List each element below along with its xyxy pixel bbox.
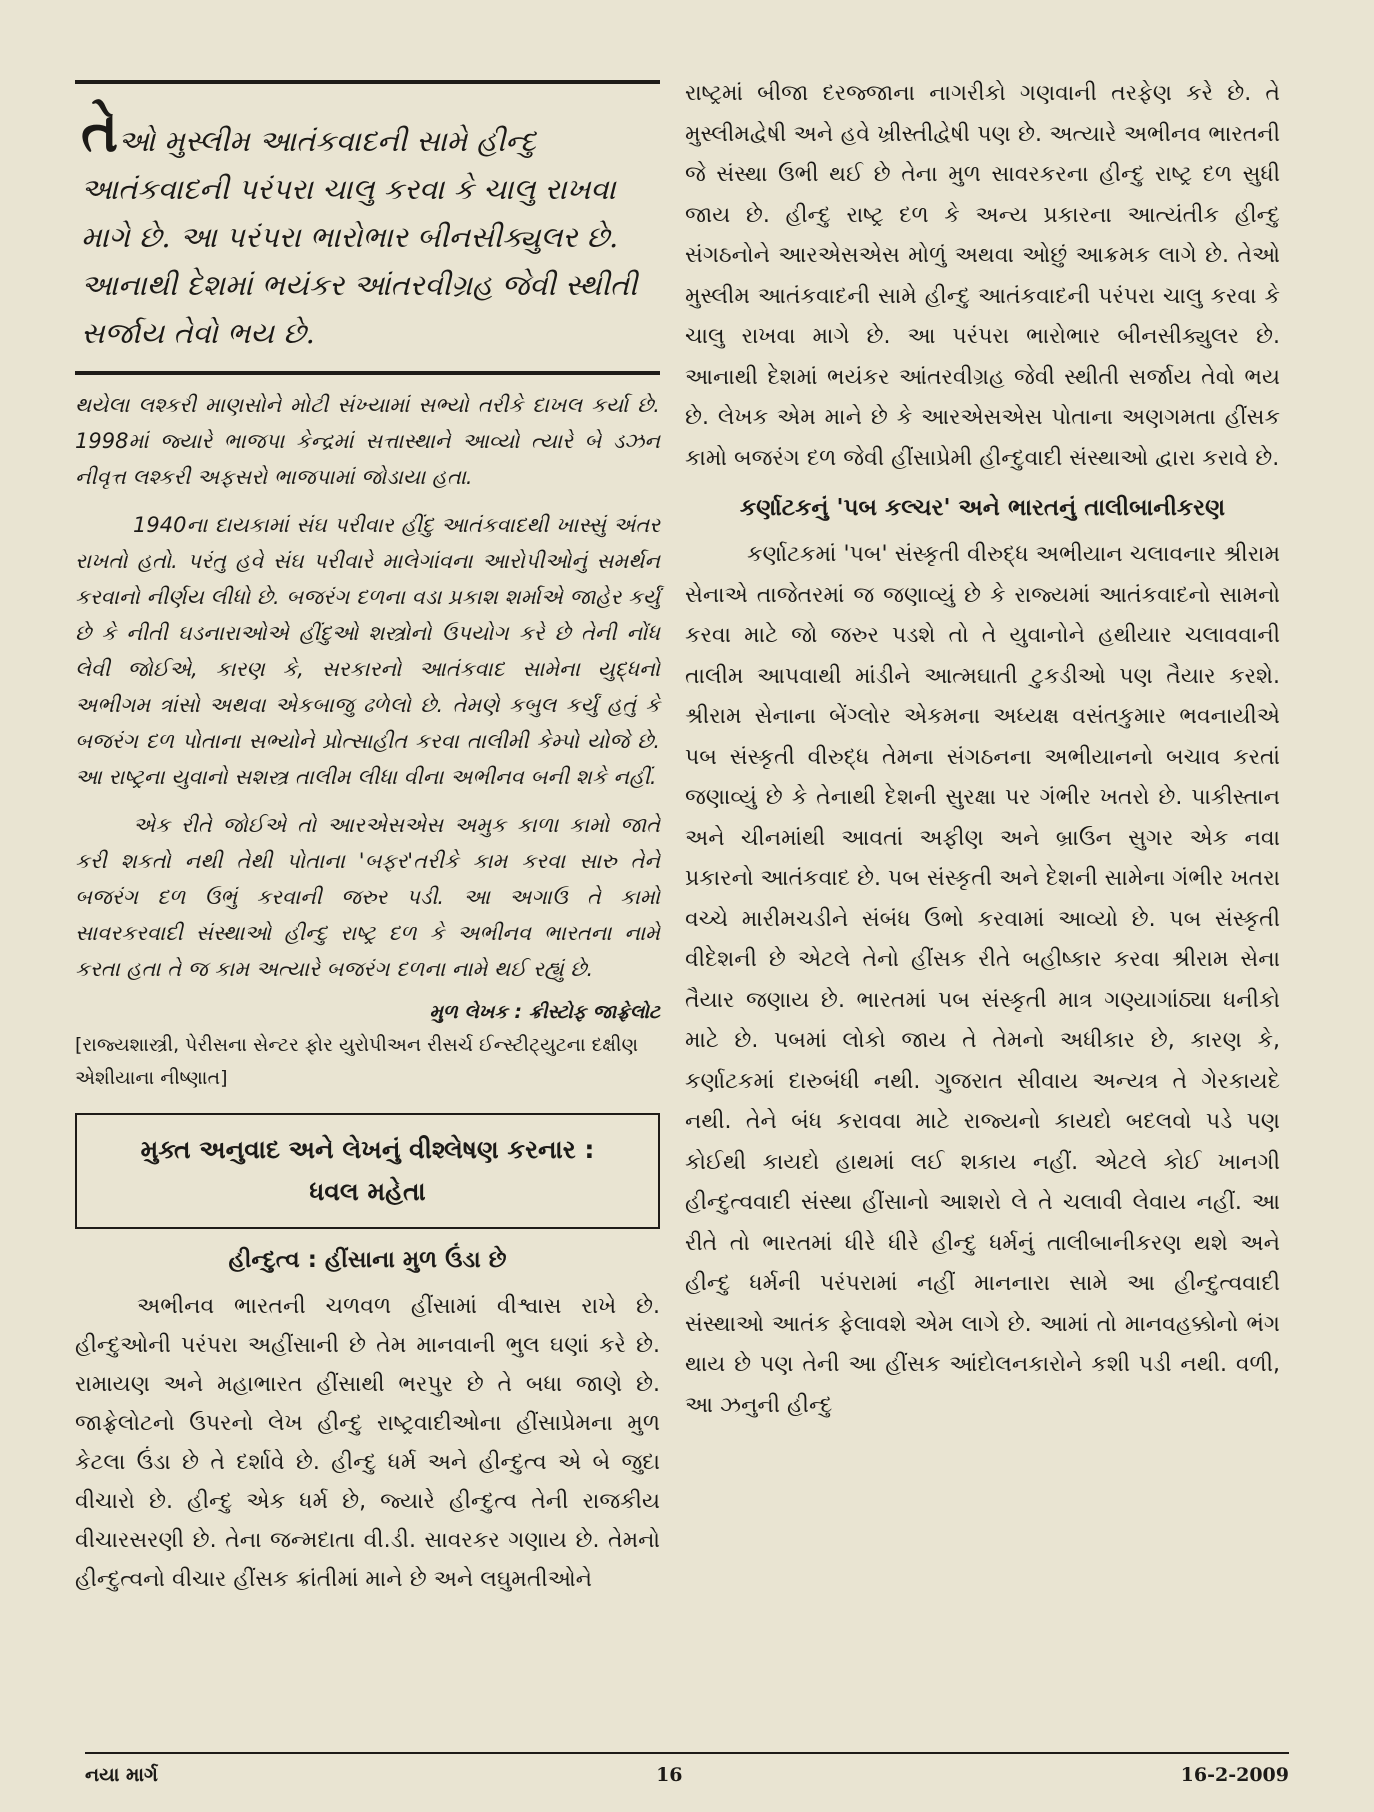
pullquote <box>75 84 660 371</box>
italic-paragraph: થયેલા લશ્કરી માણસોને મોટી સંખ્યામાં સભ્યો તરીકે દાખલ કર્યા છે. 1998માં જ્યારે ભાજપા કેન્દ્રમાં સત્તાસ્થાને આવ્યો ત્યારે બે ડઝન નીવૃત્ત લશ્કરી અફસરો ભાજપામાં જોડાયા હતા. <box>75 393 660 489</box>
page-footer <box>85 1752 1289 1792</box>
body-paragraph: અભીનવ ભારતની ચળવળ હીંસામાં વીશ્વાસ રાખે છે. હીન્દુઓની પરંપરા અહીંસાની છે તેમ માનવાની ભુલ ઘણાં કરે છે. રામાયણ અને મહાભારત હીંસાથી ભરપુર છે તે બધા જાણે છે. જાફ્રેલોટનો ઉપરનો લેખ હીન્દુ રાષ્ટ્રવાદીઓના હીંસાપ્રેમના મુળ કેટલા ઉંડા છે તે દર્શાવે છે. હીન્દુ ધર્મ અને હીન્દુત્વ એ બે જુદા વીચારો છે. હીન્દુ એક ધર્મ છે, જ્યારે હીન્દુત્વ તેની રાજકીય વીચારસરણી છે. તેના જન્મદાતા વી.ડી. સાવરકર ગણાય છે. તેમનો હીન્દુત્વનો વીચાર હીંસક ક્રાંતીમાં માને છે અને લઘુમતીઓને <box>75 1294 660 1592</box>
section-heading-hindutva: હીન્દુત્વ : હીંસાના મુળ ઉંડા છે <box>228 1247 507 1273</box>
footer-date: 16-2-2009 <box>1180 1764 1289 1786</box>
right-body-bottom <box>685 535 1280 1426</box>
pullquote-text: ઓ મુસ્લીમ આતંકવાદની સામે હીન્દુ આતંકવાદની પરંપરા ચાલુ કરવા કે ચાલુ રાખવા માગે છે. આ પરંપરા ભારોભાર બીનસીક્યુલર છે. આનાથી દેશમાં ભયંકર આંતરવીગ્રહ જેવી સ્થીતી સર્જાય તેવો ભય છે. <box>81 124 638 350</box>
pullquote-dropcap: તે <box>81 99 119 165</box>
body-paragraph: કર્ણાટકમાં 'પબ' સંસ્કૃતી વીરુદ્ધ અભીયાન ચલાવનાર શ્રીરામ સેનાએ તાજેતરમાં જ જણાવ્યું છે કે રાજ્યમાં આતંકવાદનો સામનો કરવા માટે જો જરુર પડશે તો તે યુવાનોને હથીયાર ચલાવવાની તાલીમ આપવાથી માંડીને આત્મઘાતી ટુકડીઓ પણ તૈયાર કરશે. શ્રીરામ સેનાના બેંગ્લોર એકમના અધ્યક્ષ વસંતકુમાર ભવનાયીએ પબ સંસ્કૃતી વીરુદ્ધ તેમના સંગઠનના અભીયાનનો બચાવ કરતાં જણાવ્યું છે કે તેનાથી દેશની સુરક્ષા પર ગંભીર ખતરો છે. પાકીસ્તાન અને ચીનમાંથી આવતાં અફીણ અને બ્રાઉન સુગર એક નવા પ્રકારનો આતંકવાદ છે. પબ સંસ્કૃતી અને દેશની સામેના ગંભીર ખતરા વચ્ચે મારીમચડીને સંબંધ ઉભો કરવામાં આવ્યો છે. પબ સંસ્કૃતી વીદેશની છે એટલે તેનો હીંસક રીતે બહીષ્કાર કરવા શ્રીરામ સેના તૈયાર જણાય છે. ભારતમાં પબ સંસ્કૃતી માત્ર ગણ્યાગાંઠ્યા ધનીકો માટે છે. પબમાં લોકો જાય તે તેમનો અધીકાર છે, કારણ કે, કર્ણાટકમાં દારુબંધી નથી. ગુજરાત સીવાય અન્યત્ર તે ગેરકાયદે નથી. તેને બંધ કરાવવા માટે રાજ્યનો કાયદો બદલવો પડે પણ કોઈથી કાયદો હાથમાં લઈ શકાય નહીં. એટલે કોઈ ખાનગી હીન્દુત્વવાદી સંસ્થા હીંસાનો આશરો લે તે ચલાવી લેવાય નહીં. આ રીતે તો ભારતમાં ધીરે ધીરે હીન્દુ ધર્મનું તાલીબાનીકરણ થશે અને હીન્દુ ધર્મની પરંપરામાં નહીં માનનારા સામે આ હીન્દુત્વવાદી સંસ્થાઓ આતંક ફેલાવશે એમ લાગે છે. આમાં તો માનવહક્કોનો ભંગ થાય છે પણ તેની આ હીંસક આંદોલનકારોને કશી પડી નથી. વળી, આ ઝનુની હીન્દુ <box>685 542 1280 1418</box>
pullquote-bottom-rule <box>75 371 660 375</box>
translator-credit-box <box>75 1113 660 1229</box>
translator-credit-label: મુક્ત અનુવાદ અને લેખનું વીશ્લેષણ કરનાર : <box>140 1135 595 1164</box>
translator-name: ધવલ મહેતા <box>309 1177 426 1206</box>
left-body <box>75 1287 660 1599</box>
left-italic-article <box>75 387 660 987</box>
right-body-top <box>685 74 1280 479</box>
left-column <box>75 80 660 1609</box>
italic-paragraph: એક રીતે જોઈએ તો આરએસએસ અમુક કાળા કામો જાતે કરી શકતો નથી તેથી પોતાના 'બફર'તરીકે કામ કરવા સારુ તેને બજરંગ દળ ઉભું કરવાની જરુર પડી. આ અગાઉ તે કામો સાવરકરવાદી સંસ્થાઓ હીન્દુ રાષ્ટ્ર દળ કે અભીનવ ભારતના નામે કરતા હતા તે જ કામ અત્યારે બજરંગ દળના નામે થઈ રહ્યું છે. <box>75 813 660 981</box>
right-column <box>685 74 1280 1436</box>
footer-publication: નયા માર્ગ <box>85 1764 158 1786</box>
author-bio: [રાજ્યશાસ્ત્રી, પેરીસના સેન્ટર ફોર યુરોપીઅન રીસર્ચ ઈન્સ્ટીટ્યુટના દક્ષીણ એશીયાના નીષ્ણાત] <box>75 1034 639 1089</box>
author-byline: મુળ લેખક : ક્રીસ્ટોફ જાફ્રેલોટ <box>429 1001 660 1023</box>
italic-paragraph: 1940ના દાયકામાં સંઘ પરીવાર હીંદુ આતંકવાદથી ખાસ્સું અંતર રાખતો હતો. પરંતુ હવે સંઘ પરીવારે માલેગાંવના આરોપીઓનું સમર્થન કરવાનો નીર્ણય લીધો છે. બજરંગ દળના વડા પ્રકાશ શર્માએ જાહેર કર્યું છે કે નીતી ઘડનારાઓએ હીંદુઓ શસ્ત્રોનો ઉપયોગ કરે છે તેની નોંધ લેવી જોઈએ, કારણ કે, સરકારનો આતંકવાદ સામેના યુદ્ધનો અભીગમ ત્રાંસો અથવા એકબાજુ ઢળેલો છે. તેમણે કબુલ કર્યું હતું કે બજરંગ દળ પોતાના સભ્યોને પ્રોત્સાહીત કરવા તાલીમી કેમ્પો યોજે છે. આ રાષ્ટ્રના યુવાનો સશસ્ત્ર તાલીમ લીધા વીના અભીનવ બની શકે નહીં. <box>75 513 660 789</box>
section-heading-pub-culture: કર્ણાટકનું 'પબ કલ્ચર' અને ભારતનું તાલીબાનીકરણ <box>739 495 1226 521</box>
footer-page-number: 16 <box>656 1764 683 1786</box>
body-paragraph: રાષ્ટ્રમાં બીજા દરજ્જાના નાગરીકો ગણવાની તરફેણ કરે છે. તે મુસ્લીમદ્વેષી અને હવે ખ્રીસ્તીદ્વેષી પણ છે. અત્યારે અભીનવ ભારતની જે સંસ્થા ઉભી થઈ છે તેના મુળ સાવરકરના હીન્દુ રાષ્ટ્ર દળ સુધી જાય છે. હીન્દુ રાષ્ટ્ર દળ કે અન્ય પ્રકારના આત્યંતીક હીન્દુ સંગઠનોને આરએસએસ મોળું અથવા ઓછું આક્રમક લાગે છે. તેઓ મુસ્લીમ આતંકવાદની સામે હીન્દુ આતંકવાદની પરંપરા ચાલુ કરવા કે ચાલુ રાખવા માગે છે. આ પરંપરા ભારોભાર બીનસીક્યુલર છે. આનાથી દેશમાં ભયંકર આંતરવીગ્રહ જેવી સ્થીતી સર્જાય તેવો ભય છે. લેખક એમ માને છે કે આરએસએસ પોતાના અણગમતા હીંસક કામો બજરંગ દળ જેવી હીંસાપ્રેમી હીન્દુવાદી સંસ્થાઓ દ્વારા કરાવે છે. <box>685 81 1280 471</box>
